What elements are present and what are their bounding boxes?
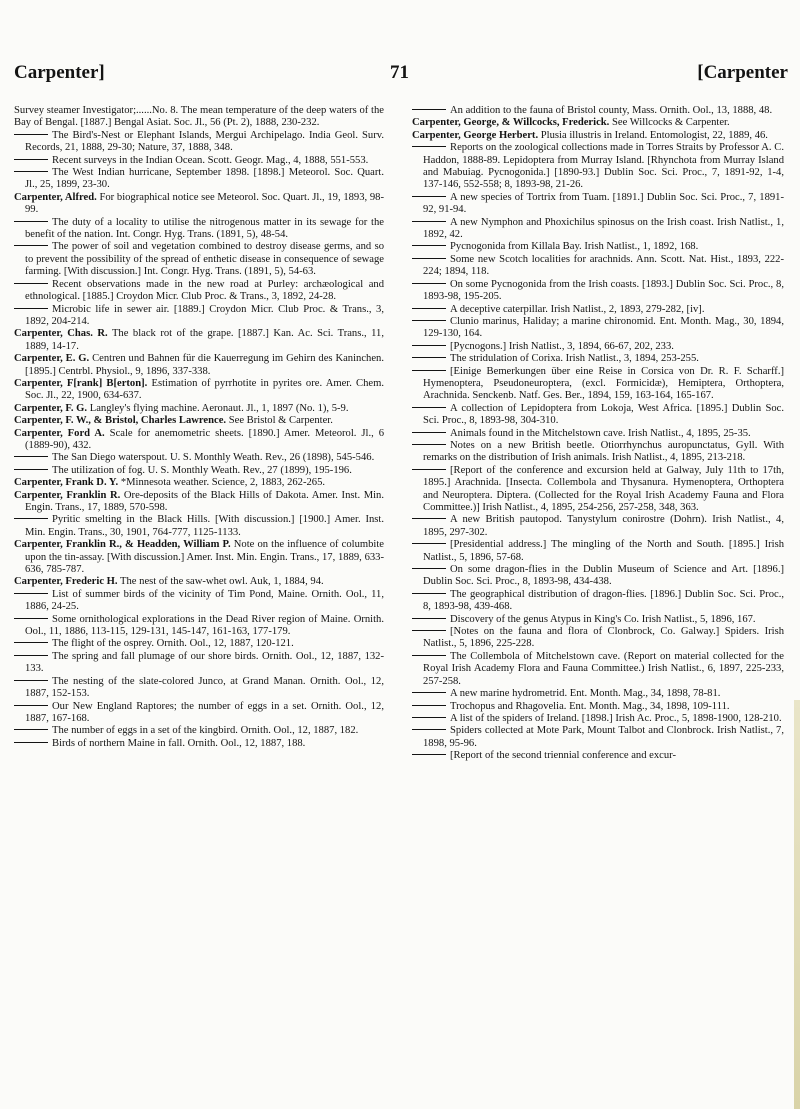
- entry-text: A deceptive caterpillar. Irish Natlist., 2, 1893, 279-282, [iv].: [450, 303, 705, 315]
- bibliography-entry: [14, 539, 384, 576]
- bibliography-entry: [412, 366, 784, 403]
- entry-text: Recent surveys in the Indian Ocean. Scott. Geogr. Mag., 4, 1888, 551-553.: [52, 154, 369, 166]
- bibliography-entry: [14, 589, 384, 614]
- bibliography-entry: [14, 217, 384, 242]
- page-number: 71: [390, 62, 409, 83]
- bibliography-entry: [412, 626, 784, 651]
- bibliography-entry: [412, 465, 784, 515]
- ditto-dash: [412, 258, 446, 259]
- bibliography-entry: [412, 750, 784, 762]
- entry-text: On some dragon-flies in the Dublin Museum of Science and Art. [1896.] Dublin Soc. Sci. Proc., 8, 1893-98, 434-438.: [423, 564, 784, 588]
- bibliography-entry: [412, 564, 784, 589]
- entry-text: [Pycnogons.] Irish Natlist., 3, 1894, 66-67, 202, 233.: [450, 340, 674, 352]
- left-column: [14, 105, 384, 750]
- bibliography-entry: [14, 192, 384, 217]
- entry-text: For biographical notice see Meteorol. Soc. Quart. Jl., 19, 1893, 98-99.: [25, 191, 384, 216]
- bibliography-entry: [14, 328, 384, 353]
- entry-text: Centren und Bahnen für die Kauerregung im Gehirn des Kaninchen. [1895.] Centrbl. Physiol., 9, 1896, 337-338.: [25, 353, 384, 377]
- ditto-dash: [14, 456, 48, 457]
- bibliography-entry: [14, 403, 384, 415]
- ditto-dash: [412, 469, 446, 470]
- ditto-dash: [14, 221, 48, 222]
- bibliography-entry: [14, 676, 384, 701]
- entry-author: Carpenter, George Herbert.: [412, 129, 539, 141]
- bibliography-entry: [412, 589, 784, 614]
- ditto-dash: [14, 593, 48, 594]
- right-column: [412, 105, 784, 763]
- bibliography-entry: [14, 304, 384, 329]
- ditto-dash: [412, 432, 446, 433]
- bibliography-entry: [412, 539, 784, 564]
- ditto-dash: [14, 469, 48, 470]
- ditto-dash: [14, 742, 48, 743]
- entry-text: The utilization of fog. U. S. Monthly Weath. Rev., 27 (1899), 195-196.: [52, 464, 352, 476]
- entry-text: A new Nymphon and Phoxichilus spinosus on the Irish coast. Irish Natlist., 1, 1892, 42.: [423, 216, 784, 241]
- entry-text: Animals found in the Mitchelstown cave. Irish Natlist., 4, 1895, 25-35.: [450, 427, 751, 439]
- bibliography-entry: [14, 514, 384, 539]
- entry-author: Carpenter, George, & Willcocks, Frederick.: [412, 117, 610, 129]
- ditto-dash: [412, 630, 446, 631]
- entry-text: The duty of a locality to utilise the nitrogenous matter in its sewage for the benefit of the nation. Int. Congr. Hyg. Trans. (1891, 5), 48-54.: [25, 216, 384, 241]
- entry-author: Carpenter, F. W., & Bristol, Charles Lawrence.: [14, 415, 227, 427]
- bibliography-entry: [14, 738, 384, 750]
- bibliography-entry: [14, 452, 384, 464]
- ditto-dash: [412, 705, 446, 706]
- bibliography-entry: [412, 725, 784, 750]
- ditto-dash: [14, 283, 48, 284]
- ditto-dash: [14, 729, 48, 730]
- ditto-dash: [412, 593, 446, 594]
- ditto-dash: [412, 543, 446, 544]
- ditto-dash: [412, 357, 446, 358]
- bibliography-entry: [14, 477, 384, 489]
- entry-author: Carpenter, E. G.: [14, 353, 90, 365]
- bibliography-entry: [14, 378, 384, 403]
- ditto-dash: [14, 655, 48, 656]
- bibliography-entry: [412, 192, 784, 217]
- entry-text: The flight of the osprey. Ornith. Ool., 12, 1887, 120-121.: [52, 638, 294, 650]
- bibliography-entry: [14, 428, 384, 453]
- bibliography-entry: [412, 105, 784, 117]
- entry-text: The Bird's-Nest or Elephant Islands, Mergui Archipelago. India Geol. Surv. Records, 21, 1888, 29-30; Nature, 37, 1888, 348.: [25, 129, 384, 154]
- ditto-dash: [412, 370, 446, 371]
- entry-text: On some Pycnogonida from the Irish coasts. [1893.] Dublin Soc. Sci. Proc., 8, 1893-98, 195-205.: [423, 278, 784, 303]
- ditto-dash: [14, 642, 48, 643]
- bibliography-entry: [412, 713, 784, 725]
- bibliography-entry: [412, 217, 784, 242]
- ditto-dash: [14, 134, 48, 135]
- ditto-dash: [412, 109, 446, 110]
- entry-author: Carpenter, F[rank] B[erton].: [14, 377, 148, 389]
- bibliography-entry: [14, 279, 384, 304]
- bibliography-entry: [14, 651, 384, 676]
- ditto-dash: [412, 320, 446, 321]
- entry-author: Carpenter, Franklin R., & Headden, William P.: [14, 539, 231, 551]
- entry-text: A new marine hydrometrid. Ent. Month. Mag., 34, 1898, 78-81.: [450, 688, 721, 700]
- ditto-dash: [14, 159, 48, 160]
- bibliography-entry: [14, 465, 384, 477]
- entry-author: Carpenter, Frank D. Y.: [14, 477, 119, 489]
- bibliography-entry: [14, 701, 384, 726]
- entry-text: The nesting of the slate-colored Junco, at Grand Manan. Ornith. Ool., 12, 1887, 152-153.: [25, 675, 384, 700]
- entry-text: An addition to the fauna of Bristol county, Mass. Ornith. Ool., 13, 1888, 48.: [450, 105, 773, 116]
- entry-text: Estimation of pyrrhotite in pyrites ore. Amer. Chem. Soc. Jl., 22, 1900, 634-637.: [25, 377, 385, 402]
- ditto-dash: [412, 568, 446, 569]
- bibliography-entry: [14, 155, 384, 167]
- bibliography-entry: [412, 353, 784, 365]
- entry-text: Clunio marinus, Haliday; a marine chironomid. Ent. Month. Mag., 30, 1894, 129-130, 164.: [423, 315, 784, 340]
- entry-text: Discovery of the genus Atypus in King's Co. Irish Natlist., 5, 1896, 167.: [450, 613, 756, 625]
- entry-text: A collection of Lepidoptera from Lokoja, West Africa. [1895.] Dublin Soc. Sci. Proc., 8, 1893-98, 304-310.: [423, 402, 784, 427]
- entry-text: Reports on the zoological collections made in Torres Straits by Professor A. C. Haddon, 1888-89. Lepidoptera from Murray Island. [Rhynchota from Murray Island and Mabuiag. Pycnogonida.] [1890-93.] Dublin Soc. Sci. Proc., 7, 1891-92, 1-4, 137-146, 552-558; 8, 1893-98, 21-26.: [423, 142, 784, 191]
- bibliography-entry: [412, 701, 784, 713]
- bibliography-entry: [412, 142, 784, 192]
- bibliography-entry: [14, 167, 384, 192]
- entry-text: Pycnogonida from Killala Bay. Irish Natlist., 1, 1892, 168.: [450, 241, 699, 253]
- ditto-dash: [14, 245, 48, 246]
- entry-text: List of summer birds of the vicinity of Tim Pond, Maine. Ornith. Ool., 11, 1886, 24-25.: [25, 588, 384, 613]
- entry-text: A new species of Tortrix from Tuam. [1891.] Dublin Soc. Sci. Proc., 7, 1891-92, 91-94.: [423, 191, 784, 216]
- entry-text: [Presidential address.] The mingling of the North and South. [1895.] Irish Natlist., 5, 1896, 57-68.: [423, 539, 784, 563]
- running-head-left: Carpenter]: [14, 62, 105, 83]
- bibliography-entry: [412, 428, 784, 440]
- bibliography-entry: [14, 415, 384, 427]
- entry-text: Langley's flying machine. Aeronaut. Jl., 1, 1897 (No. 1), 5-9.: [89, 402, 349, 414]
- entry-text: Recent observations made in the new road at Purley: archæological and ethnological. [1885.] Croydon Micr. Club Proc. & Trans., 3, 1892, 24-28.: [25, 278, 384, 303]
- entry-author: Carpenter, F. G.: [14, 402, 88, 414]
- bibliography-entry: [14, 490, 384, 515]
- entry-text: Some new Scotch localities for arachnids. Ann. Scott. Nat. Hist., 1893, 222-224; 1894, 118.: [423, 253, 784, 278]
- entry-text: Trochopus and Rhagovelia. Ent. Month. Mag., 34, 1898, 109-111.: [450, 700, 730, 712]
- entry-text: [Notes on the fauna and flora of Clonbrock, Co. Galway.] Spiders. Irish Natlist., 5, 1896, 225-228.: [423, 626, 784, 650]
- entry-text: *Minnesota weather. Science, 2, 1883, 262-265.: [120, 477, 326, 489]
- entry-text: Our New England Raptores; the number of eggs in a set. Ornith. Ool., 12, 1887, 167-168.: [25, 700, 384, 724]
- entry-text: [Report of the second triennial conference and excur-: [450, 750, 676, 762]
- bibliography-entry: [412, 514, 784, 539]
- ditto-dash: [412, 308, 446, 309]
- entry-text: The black rot of the grape. [1887.] Kan. Ac. Sci. Trans., 11, 1889, 14-17.: [25, 328, 384, 352]
- entry-text: A list of the spiders of Ireland. [1898.] Irish Ac. Proc., 5, 1898-1900, 128-210.: [450, 712, 782, 724]
- entry-text: Some ornithological explorations in the Dead River region of Maine. Ornith. Ool., 11, 1886, 113-115, 129-131, 145-147, 161-163, 177-179.: [25, 613, 384, 638]
- bibliography-entry: [14, 725, 384, 737]
- entry-text: The number of eggs in a set of the kingbird. Ornith. Ool., 12, 1887, 182.: [52, 725, 359, 737]
- entry-text: Scale for anemometric sheets. [1890.] Amer. Meteorol. Jl., 6 (1889-90), 432.: [25, 427, 384, 451]
- bibliography-entry: [412, 440, 784, 465]
- entry-text: The spring and fall plumage of our shore birds. Ornith. Ool., 12, 1887, 132-133.: [25, 650, 384, 675]
- entry-text: Note on the influence of columbite upon the tin-assay. [With discussion.] Amer. Inst. Min. Engin. Trans., 17, 1889, 633-636, 785-787.: [25, 539, 384, 576]
- ditto-dash: [412, 754, 446, 755]
- ditto-dash: [14, 518, 48, 519]
- page-edge-stain: [794, 700, 800, 1109]
- bibliography-entry: [412, 241, 784, 253]
- ditto-dash: [14, 308, 48, 309]
- page-header: [0, 62, 800, 102]
- entry-author: Carpenter, Chas. R.: [14, 328, 108, 340]
- entry-text: The stridulation of Corixa. Irish Natlist., 3, 1894, 253-255.: [450, 353, 699, 365]
- entry-text: Notes on a new British beetle. Otiorrhynchus auropunctatus, Gyll. With remarks on the distribution of Irish animals. Irish Natlist., 4, 1895, 213-218.: [423, 439, 784, 464]
- entry-text: Ore-deposits of the Black Hills of Dakota. Amer. Inst. Min. Engin. Trans., 17, 1889, 570-598.: [25, 489, 385, 513]
- bibliography-entry: [412, 130, 784, 142]
- ditto-dash: [412, 196, 446, 197]
- ditto-dash: [14, 705, 48, 706]
- bibliography-entry: [14, 105, 384, 130]
- entry-text: Survey steamer Investigator;......No. 8. The mean temperature of the deep waters of the Bay of Bengal. [1887.] Bengal Asiat. Soc. Jl., 56 (Pt. 2), 1888, 230-232.: [14, 105, 384, 129]
- entry-text: Spiders collected at Mote Park, Mount Talbot and Clonbrock. Irish Natlist., 7, 1898, 95-96.: [423, 725, 784, 749]
- bibliography-entry: [412, 341, 784, 353]
- entry-text: The San Diego waterspout. U. S. Monthly Weath. Rev., 26 (1898), 545-546.: [52, 452, 375, 464]
- ditto-dash: [412, 345, 446, 346]
- ditto-dash: [14, 171, 48, 172]
- ditto-dash: [412, 283, 446, 284]
- bibliography-entry: [14, 638, 384, 650]
- ditto-dash: [412, 245, 446, 246]
- bibliography-entry: [14, 614, 384, 639]
- ditto-dash: [412, 518, 446, 519]
- entry-text: See Willcocks & Carpenter.: [611, 117, 730, 129]
- ditto-dash: [412, 729, 446, 730]
- entry-author: Carpenter, Franklin R.: [14, 489, 121, 501]
- bibliography-entry: [412, 279, 784, 304]
- bibliography-entry: [412, 403, 784, 428]
- ditto-dash: [412, 618, 446, 619]
- bibliography-entry: [412, 614, 784, 626]
- ditto-dash: [412, 444, 446, 445]
- bibliography-entry: [412, 254, 784, 279]
- entry-text: A new British pautopod. Tanystylum conirostre (Dohrn). Irish Natlist., 4, 1895, 297-302.: [423, 514, 784, 538]
- ditto-dash: [412, 146, 446, 147]
- entry-text: [Report of the conference and excursion held at Galway, July 11th to 17th, 1895.] Arachnida. [Insecta. Collembola and Thysanura. Hymenoptera, Orthoptera and Neuroptera. Diptera. (Collected for the Royal Irish Academy Fauna and Flora Committee.)] Irish Natlist., 4, 1895, 254-256, 257-258, 348, 363.: [423, 464, 784, 513]
- entry-text: The Collembola of Mitchelstown cave. (Report on material collected for the Royal Irish Academy Flora and Fauna Committee.) Irish Natlist., 6, 1897, 225-233, 257-258.: [423, 650, 784, 687]
- entry-author: Carpenter, Alfred.: [14, 191, 97, 203]
- entry-text: Microbic life in sewer air. [1889.] Croydon Micr. Club Proc. & Trans., 3, 1892, 204-214.: [25, 303, 384, 327]
- running-head-right: [Carpenter: [697, 62, 788, 83]
- bibliography-entry: [412, 304, 784, 316]
- entry-text: The power of soil and vegetation combined to destroy disease germs, and so to prevent the possibility of the spread of enthetic disease in consequence of sewage farming. [With discussion.] Int. Congr. Hyg. Trans. (1891, 5), 54-63.: [25, 241, 384, 278]
- ditto-dash: [412, 717, 446, 718]
- entry-text: Pyritic smelting in the Black Hills. [With discussion.] [1900.] Amer. Inst. Min. Engin. Trans., 30, 1901, 764-777, 1125-1133.: [25, 514, 384, 538]
- bibliography-entry: [412, 316, 784, 341]
- entry-text: The geographical distribution of dragon-flies. [1896.] Dublin Soc. Sci. Proc., 8, 1893-98, 439-468.: [423, 588, 784, 613]
- bibliography-entry: [14, 241, 384, 278]
- entry-text: The nest of the saw-whet owl. Auk, 1, 1884, 94.: [120, 576, 324, 588]
- entry-author: Carpenter, Ford A.: [14, 427, 105, 439]
- bibliography-entry: [14, 130, 384, 155]
- ditto-dash: [412, 692, 446, 693]
- ditto-dash: [412, 655, 446, 656]
- entry-text: [Einige Bemerkungen über eine Reise in Corsica von Dr. R. F. Scharff.] Hymenoptera, Pseudoneuroptera, (excl. Formicidæ), Hemiptera, Orthoptera, Arachnida. Senckenb. Natf. Ges. Ber., 1894, 159, 163-164, 165-167.: [423, 365, 784, 402]
- entry-text: Birds of northern Maine in fall. Ornith. Ool., 12, 1887, 188.: [52, 737, 306, 749]
- bibliography-entry: [412, 651, 784, 688]
- entry-text: Plusia illustris in Ireland. Entomologist, 22, 1889, 46.: [540, 129, 768, 141]
- ditto-dash: [14, 618, 48, 619]
- bibliography-entry: [14, 353, 384, 378]
- entry-author: Carpenter, Frederic H.: [14, 576, 118, 588]
- ditto-dash: [14, 680, 48, 681]
- entry-text: The West Indian hurricane, September 1898. [1898.] Meteorol. Soc. Quart. Jl., 25, 1899, 23-30.: [25, 167, 384, 191]
- bibliography-entry: [412, 117, 784, 129]
- ditto-dash: [412, 407, 446, 408]
- bibliography-entry: [14, 576, 384, 588]
- bibliography-entry: [412, 688, 784, 700]
- entry-text: See Bristol & Carpenter.: [228, 415, 333, 427]
- ditto-dash: [412, 221, 446, 222]
